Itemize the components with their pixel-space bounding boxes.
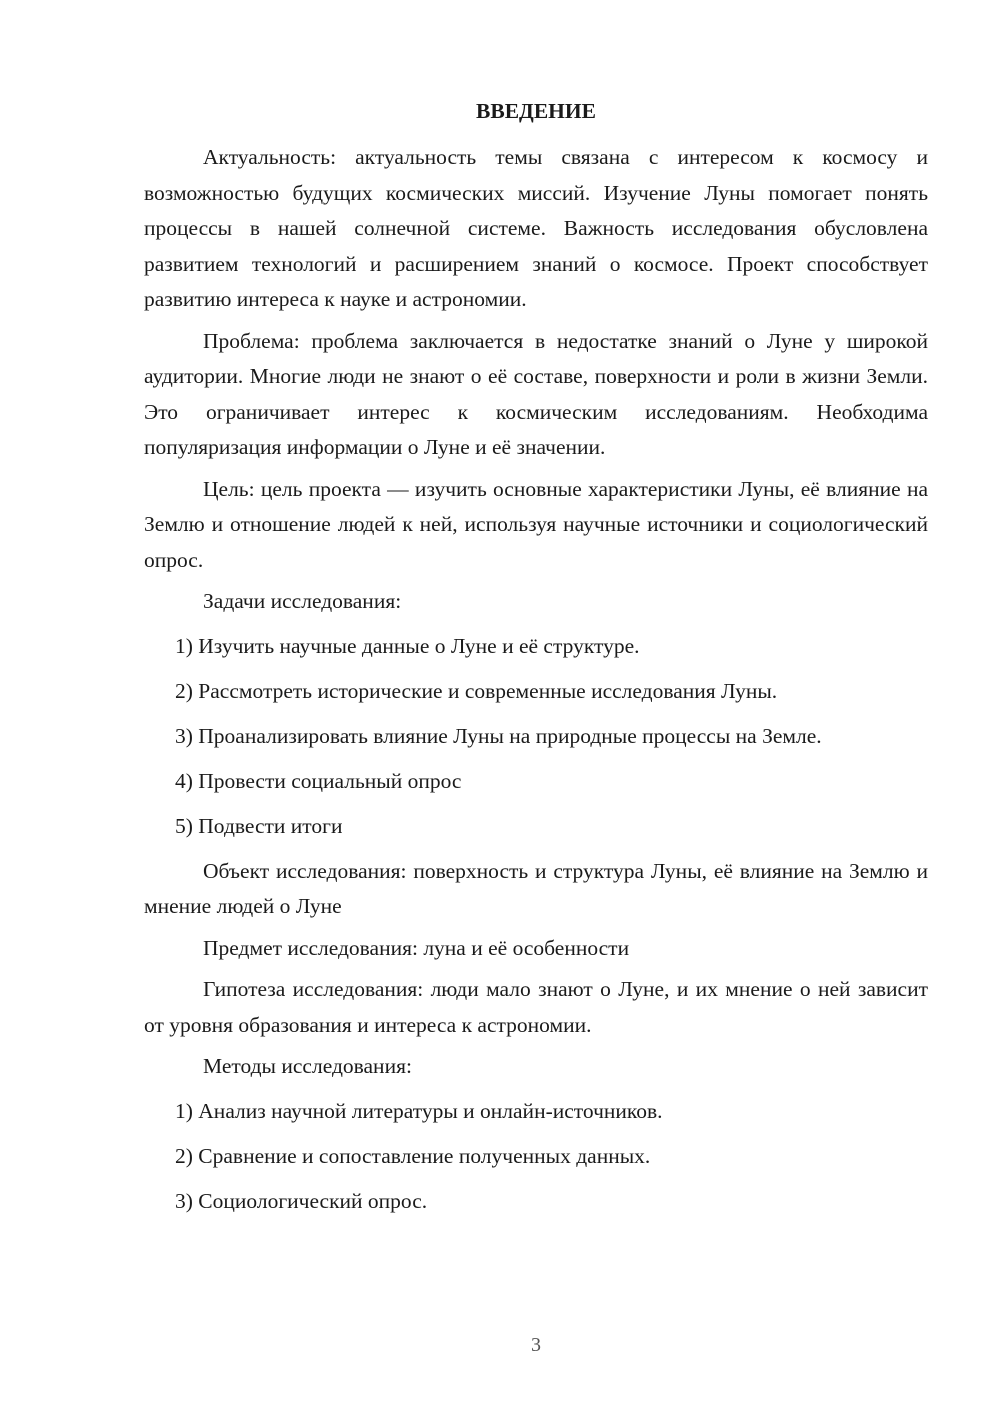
list-item: 1) Изучить научные данные о Луне и её структуре. bbox=[175, 633, 640, 658]
section-title: ВВЕДЕНИЕ bbox=[476, 99, 596, 123]
object-paragraph: Объект исследования: поверхность и структура Луны, её влияние на Землю и мнение людей о Луне bbox=[144, 858, 928, 918]
methods-label: Методы исследования: bbox=[203, 1054, 412, 1078]
list-item: 4) Провести социальный опрос bbox=[175, 768, 462, 793]
hypothesis-paragraph: Гипотеза исследования: люди мало знают о Луне, и их мнение о ней зависит от уровня образования и интереса к астрономии. bbox=[144, 977, 928, 1037]
list-item: 2) Рассмотреть исторические и современные исследования Луны. bbox=[175, 678, 778, 703]
methods-list bbox=[144, 1094, 928, 1220]
tasks-label: Задачи исследования: bbox=[203, 589, 402, 613]
relevance-paragraph: Актуальность: актуальность темы связана с интересом к космосу и возможностью будущих космических миссий. Изучение Луны помогает понять процессы в нашей солнечной системе. Важность исследования обусловлена развитием технологий и расширением знаний о космосе. Проект способствует развитию интереса к науке и астрономии. bbox=[144, 145, 928, 311]
list-item: 5) Подвести итоги bbox=[175, 813, 343, 838]
goal-paragraph: Цель: цель проекта — изучить основные характеристики Луны, её влияние на Землю и отношение людей к ней, используя научные источники и социологический опрос. bbox=[144, 476, 928, 572]
list-item: 3) Проанализировать влияние Луны на природные процессы на Земле. bbox=[175, 723, 822, 748]
list-item: 3) Социологический опрос. bbox=[175, 1188, 428, 1213]
problem-paragraph: Проблема: проблема заключается в недостатке знаний о Луне у широкой аудитории. Многие люди не знают о её составе, поверхности и роли в жизни Земли. Это ограничивает интерес к космическим исследованиям. Необходима популяризация информации о Луне и её значении. bbox=[144, 328, 928, 459]
document-page bbox=[144, 96, 928, 1229]
list-item: 2) Сравнение и сопоставление полученных данных. bbox=[175, 1143, 651, 1168]
list-item: 1) Анализ научной литературы и онлайн-источников. bbox=[175, 1098, 663, 1123]
tasks-list bbox=[144, 629, 928, 845]
page-number: 3 bbox=[531, 1334, 541, 1356]
subject-paragraph: Предмет исследования: луна и её особенности bbox=[203, 935, 630, 960]
